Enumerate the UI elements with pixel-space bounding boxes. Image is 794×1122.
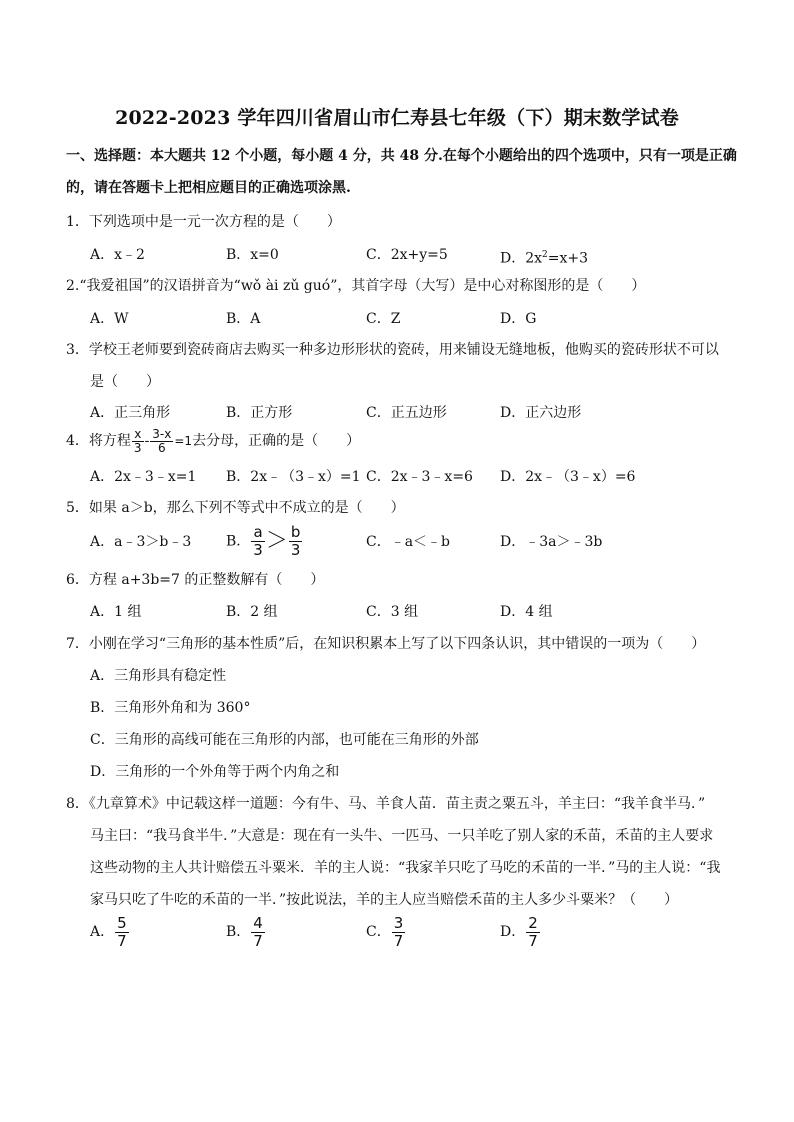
q4-stem-suffix: 去分母，正确的是（ ）	[192, 433, 361, 449]
section-heading-line2: 的，请在答题卡上把相应题目的正确选项涂黑.	[66, 180, 351, 196]
q4-f1-numerator: x	[132, 428, 144, 442]
q8-d-label: D．	[500, 924, 526, 940]
q4-minus: -	[144, 433, 150, 449]
q7-option-b: B．三角形外角和为 360°	[90, 700, 251, 716]
q8-a-numerator: 5	[117, 913, 127, 932]
q4-fraction-1	[132, 428, 144, 455]
q5-b-prefix: B．	[226, 533, 251, 550]
q1-stem: 1．下列选项中是一元一次方程的是（ ）	[66, 214, 341, 230]
q4-fraction-2	[150, 428, 173, 455]
q5-b-fraction-2	[289, 524, 303, 559]
q4-stem	[66, 427, 360, 455]
q8-c-numerator: 3	[393, 913, 404, 932]
q8-d-numerator: 2	[528, 913, 538, 932]
q8-d-fraction	[526, 915, 540, 950]
q2-option-b: B．A	[226, 311, 261, 327]
q4-f2-denominator: 6	[158, 440, 166, 455]
q5-b-fraction-1	[251, 524, 265, 559]
q8-b-numerator: 4	[253, 913, 263, 932]
q7-option-d: D．三角形的一个外角等于两个内角之和	[90, 764, 340, 780]
q8-a-denominator: 7	[117, 931, 127, 950]
q6-option-d: D．4 组	[500, 604, 553, 620]
q4-f1-denominator: 3	[133, 440, 142, 455]
q4-f2-numerator: 3-x	[152, 426, 172, 441]
q8-c-label: C．	[366, 924, 391, 940]
q4-option-b: B．2x﹣（3﹣x）=1	[226, 469, 361, 485]
q5-option-d: D．﹣3a＞﹣3b	[500, 534, 603, 550]
q8-option-d	[500, 912, 541, 952]
q1-option-c: C．2x+y=5	[366, 247, 448, 263]
q1-option-b: B．x=0	[226, 247, 279, 263]
q1-d-exponent: 2	[542, 250, 548, 260]
q5-option-c: C．﹣a＜﹣b	[366, 534, 451, 550]
q8-stem-line3: 这些动物的主人共计赔偿五斗粟米．羊的主人说：“我家羊只吃了马吃的禾苗的一半．”马的主人说：“我	[90, 860, 721, 876]
q7-option-a: A．三角形具有稳定性	[90, 668, 227, 684]
q2-stem: 2.“我爱祖国”的汉语拼音为“wǒ ài zǔ guó”，其首字母（大写）是中心对称图形的是（ ）	[66, 278, 646, 294]
q4-option-c: C．2x﹣3﹣x=6	[366, 469, 473, 485]
q1-d-base: D．2x	[500, 250, 543, 267]
q3-stem-line2: 是（ ）	[90, 374, 160, 390]
q7-stem: 7．小刚在学习“三角形的基本性质”后，在知识积累本上写了以下四条认识，其中错误的一项为（ ）	[66, 636, 706, 652]
q8-c-denominator: 7	[393, 931, 404, 950]
q8-b-fraction	[251, 915, 265, 950]
q8-b-label: B．	[226, 924, 251, 940]
q8-c-fraction	[392, 915, 406, 950]
q2-option-a: A．W	[90, 311, 129, 327]
q5-stem: 5．如果 a＞b，那么下列不等式中不成立的是（ ）	[66, 500, 405, 516]
q8-a-fraction	[115, 915, 129, 950]
q1-option-a: A．x﹣2	[90, 247, 145, 263]
q2-option-c: C．Z	[366, 311, 401, 327]
q1-d-rest: =x+3	[547, 250, 589, 267]
q8-option-b	[226, 912, 266, 952]
q6-option-c: C．3 组	[366, 604, 419, 620]
q6-stem: 6．方程 a+3b=7 的正整数解有（ ）	[66, 572, 325, 588]
q8-d-denominator: 7	[528, 931, 538, 950]
q2-option-d: D．G	[500, 311, 537, 327]
q3-option-a: A．正三角形	[90, 405, 171, 421]
section-heading-line1: 一、选择题：本大题共 12 个小题，每小题 4 分，共 48 分.在每个小题给出的四个选项中，只有一项是正确	[66, 148, 737, 164]
q3-option-d: D．正六边形	[500, 405, 582, 421]
q5-b-f2-denominator: 3	[290, 541, 301, 559]
q3-option-b: B．正方形	[226, 405, 293, 421]
q5-b-f1-numerator: a	[251, 524, 265, 542]
q4-stem-prefix: 4．将方程	[66, 433, 131, 449]
q6-option-a: A．1 组	[90, 604, 142, 620]
q3-stem-line1: 3．学校王老师要到瓷砖商店去购买一种多边形形状的瓷砖，用来铺设无缝地板，他购买的瓷砖形状不可以	[66, 342, 719, 358]
q8-option-a	[90, 912, 130, 952]
q8-stem-line4: 家马只吃了牛吃的禾苗的一半．”按此说法，羊的主人应当赔偿禾苗的主人多少斗粟米？（ ）	[90, 892, 679, 908]
q8-a-label: A．	[90, 924, 115, 940]
q6-option-b: B．2 组	[226, 604, 278, 620]
q4-option-a: A．2x﹣3﹣x=1	[90, 469, 197, 485]
q4-option-d: D．2x﹣（3﹣x）=6	[500, 469, 636, 485]
q5-option-b	[226, 524, 303, 559]
q4-equals: =1	[174, 434, 193, 448]
q7-option-c: C．三角形的高线可能在三角形的内部，也可能在三角形的外部	[90, 732, 479, 748]
q5-b-greater-than: ＞	[265, 528, 288, 554]
q5-b-f1-denominator: 3	[253, 541, 263, 559]
q8-stem-line2: 马主曰：“我马食半牛．”大意是：现在有一头牛、一匹马、一只羊吃了别人家的禾苗，禾苗的主人要求	[90, 828, 714, 844]
page-title: 2022-2023 学年四川省眉山市仁寿县七年级（下）期末数学试卷	[115, 107, 679, 129]
q3-option-c: C．正五边形	[366, 405, 447, 421]
q8-option-c	[366, 912, 406, 952]
q1-option-d	[500, 245, 588, 269]
q8-b-denominator: 7	[253, 931, 263, 950]
q5-b-f2-numerator: b	[289, 524, 303, 542]
q8-stem-line1: 8．《九章算术》中记载这样一道题：今有牛、马、羊食人苗．苗主责之粟五斗，羊主曰：“我羊食半马．”	[66, 796, 706, 812]
q5-option-a: A．a﹣3＞b﹣3	[90, 534, 192, 550]
